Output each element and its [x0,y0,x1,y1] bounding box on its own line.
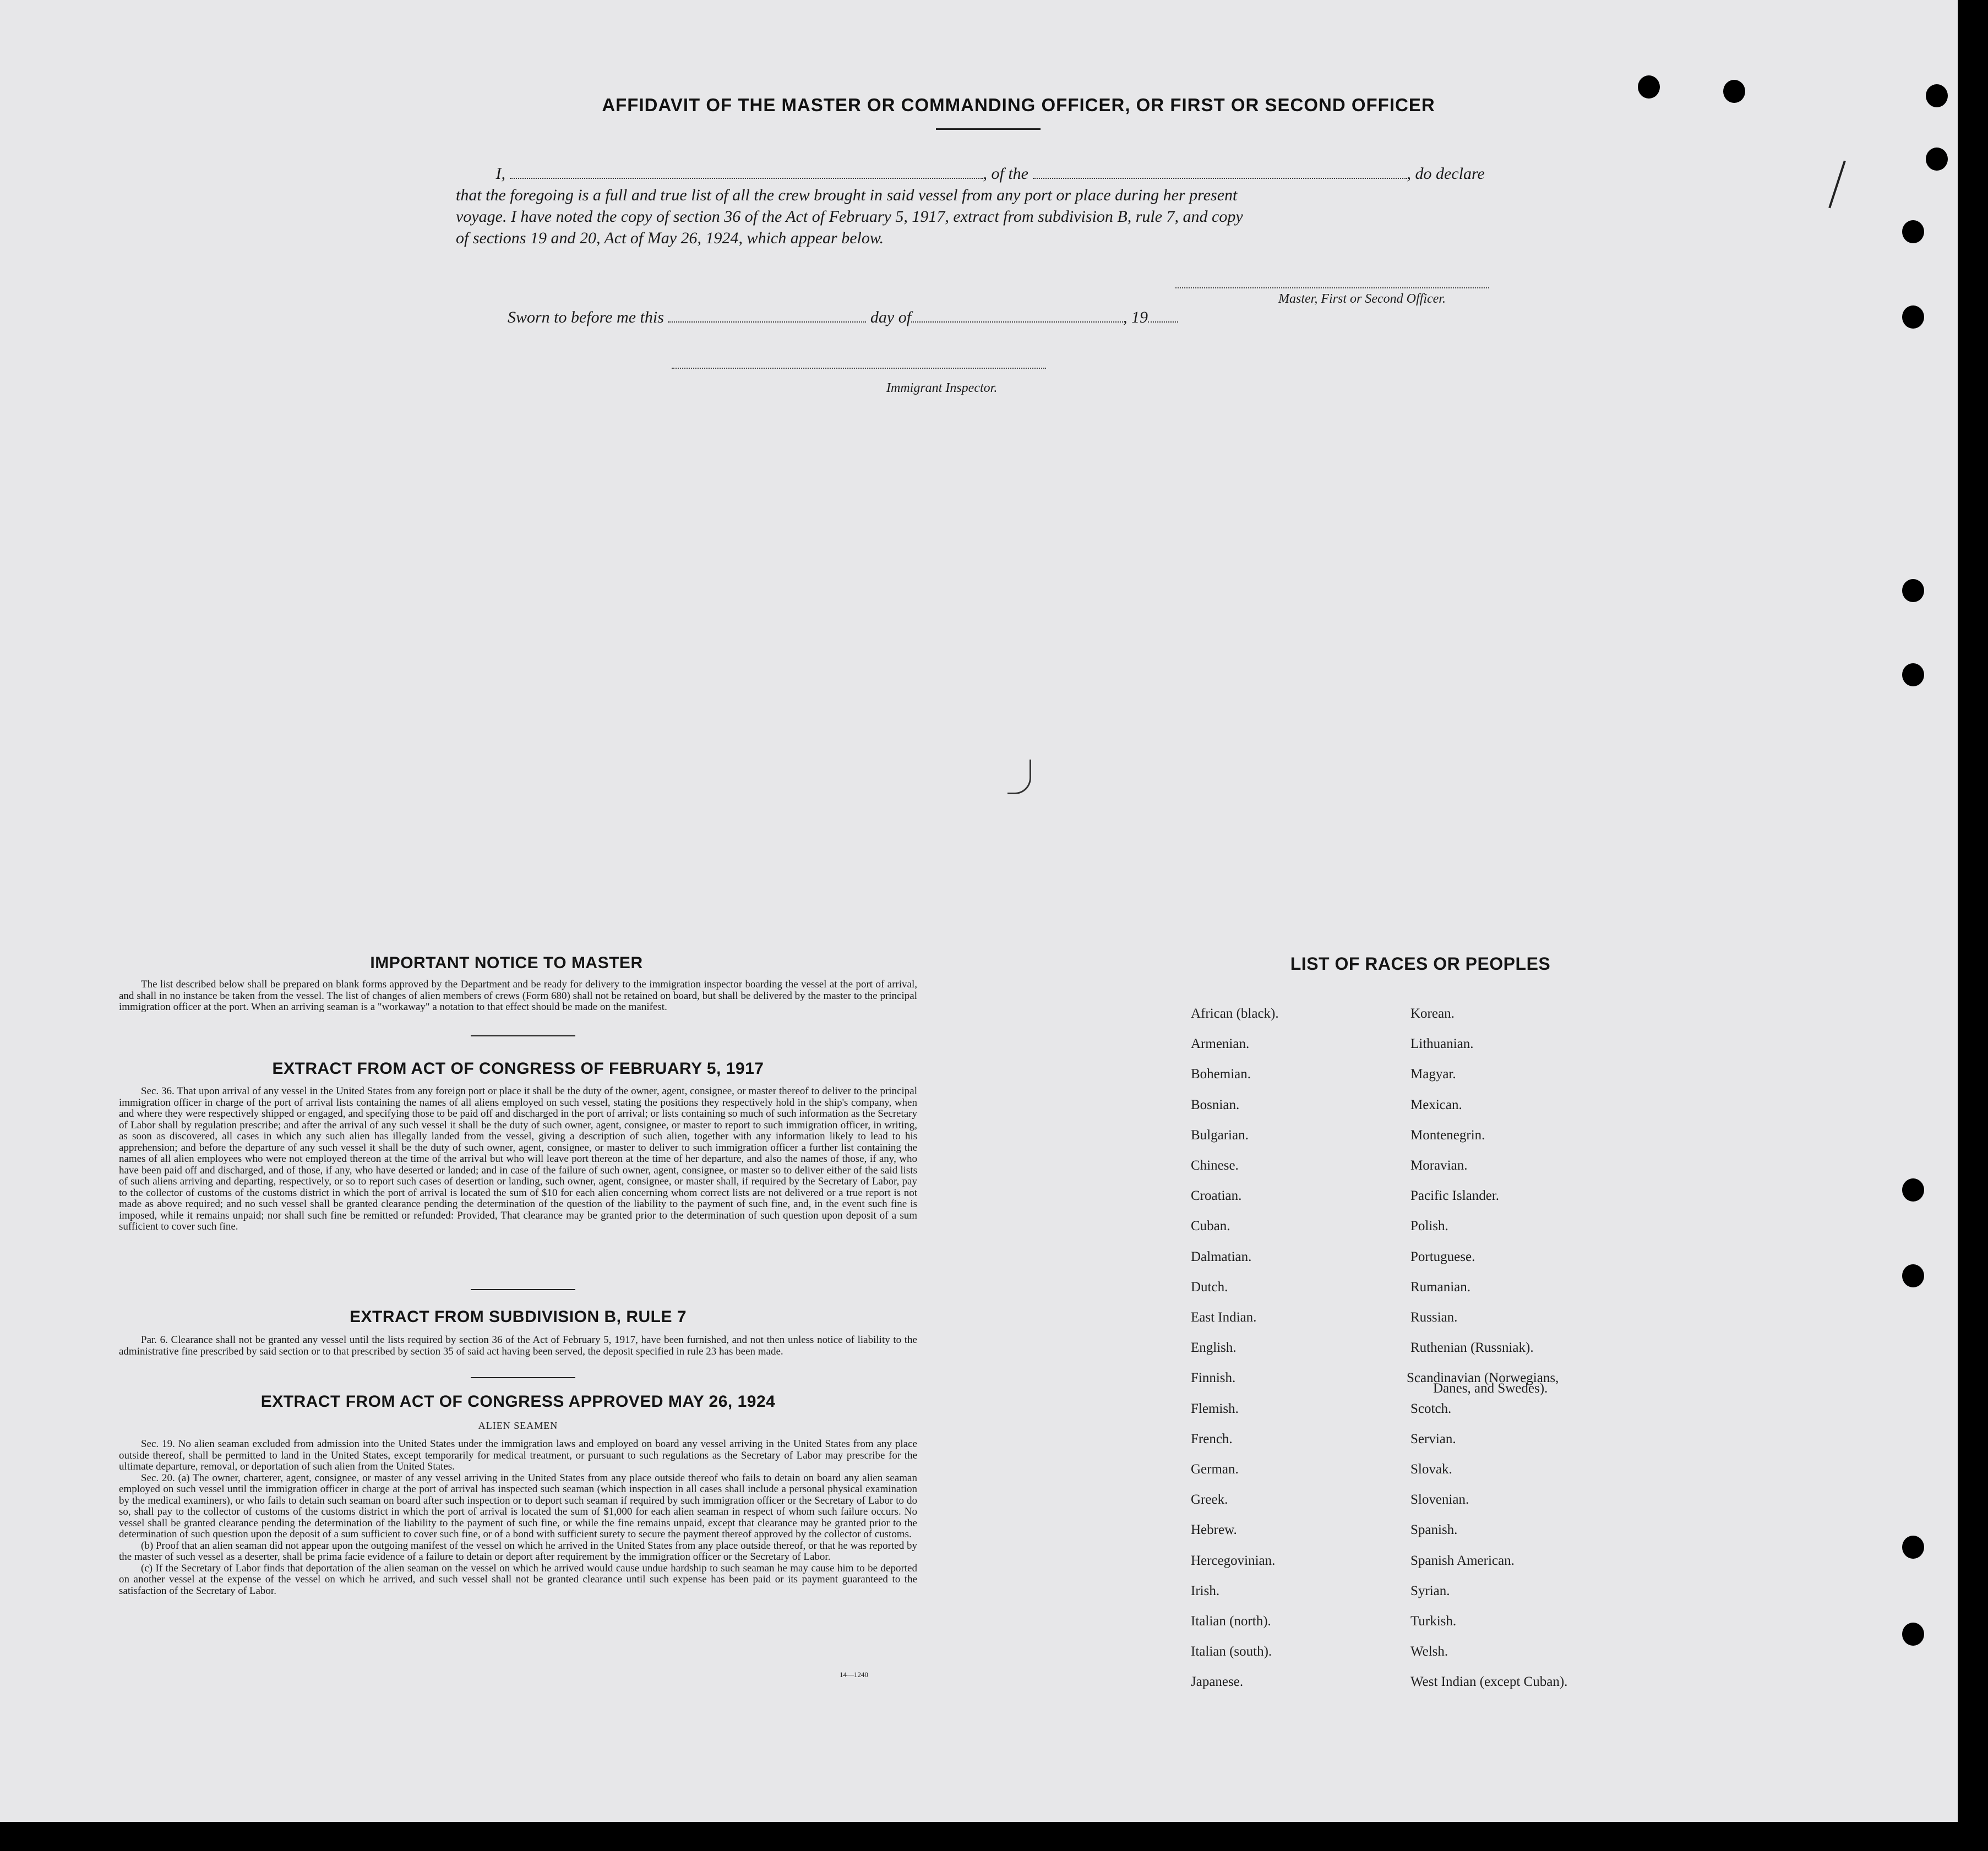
extract-1924-text [119,1439,917,1597]
races-title: LIST OF RACES OR PEOPLES [1290,954,1551,974]
race-item: West Indian (except Cuban). [1410,1674,1568,1689]
notice-rule [471,1035,575,1036]
race-item: Irish. [1191,1584,1220,1598]
race-item: Flemish. [1191,1401,1239,1416]
race-item: Mexican. [1410,1098,1462,1112]
race-item: Greek. [1191,1492,1228,1507]
race-item: Bosnian. [1191,1098,1240,1112]
extract-1924-sec20c: (c) If the Secretary of Labor finds that deportation of the alien seaman on the vessel on which he arrived would cause undue hardship to such seaman he may cause him to be deported on another vessel at the expense of the vessel on which he arrived, and such vessel shall not be granted clearance until such expense has been paid or its payment guaranteed to the satisfaction of the Secretary of Labor. [119,1562,917,1597]
name-blank [510,178,983,179]
race-item: Italian (north). [1191,1614,1271,1629]
race-item: Dalmatian. [1191,1249,1252,1264]
race-item: Slovak. [1410,1462,1452,1477]
race-item: Japanese. [1191,1674,1244,1689]
race-item: Finnish. [1191,1370,1236,1385]
binder-hole [1902,1178,1924,1202]
race-item: Bohemian. [1191,1067,1251,1082]
inspector-caption: Immigrant Inspector. [886,381,998,395]
declaration-text [456,163,1529,249]
race-item: Turkish. [1410,1614,1457,1629]
extract-1924-sec20a: Sec. 20. (a) The owner, charterer, agent, consignee, or master of any vessel arriving in the United States from any place outside thereof who fails to detain on board any alien seaman employed on such vessel until the immigration officer in charge at the port of arrival has inspected such seaman (which inspection in all cases shall include a personal physical examination by the medical examiners), or who fails to detain such seaman on board after such inspection or to deport such seaman if required by such immigration officer or the Secretary of Labor to do so, shall pay to the collector of customs of the customs district in which the port of arrival is located the sum of $1,000 for each alien seaman in respect of whom such failure occurs. No vessel shall be granted clearance pending the determination of the liability to the payment of such fine, or while the fine remains unpaid, except that clearance may be granted prior to the determination of such question upon the deposit of a sum sufficient to cover such fine, or of a bond with sufficient surety to secure the payment thereof approved by the collector of customs. [119,1472,917,1540]
scan-border-bottom [0,1822,1988,1851]
race-item: Magyar. [1410,1067,1456,1082]
race-item: Armenian. [1191,1036,1250,1051]
extract-1924-sec19: Sec. 19. No alien seaman excluded from admission into the United States under the immigration laws and employed on board any vessel arriving in the United States from any place outside thereof, shall be permitted to land in the United States, except temporarily for medical treatment, or pursuant to such regulations as the Secretary of Labor may prescribe for the ultimate departure, removal, or deportation of such alien from the United States. [119,1438,917,1472]
declaration-line-2: that the foregoing is a full and true list of all the crew brought in said vessel from any port or place during her present [456,186,1238,204]
race-item: Italian (south). [1191,1644,1272,1659]
race-item: Servian. [1410,1432,1456,1446]
scan-border-right [1958,0,1988,1851]
race-item: Moravian. [1410,1158,1468,1173]
race-item: Korean. [1410,1006,1455,1021]
declaration-of-the: , of the [983,165,1028,183]
race-item: Syrian. [1410,1584,1450,1598]
race-item: East Indian. [1191,1310,1257,1325]
declaration-line-4: of sections 19 and 20, Act of May 26, 1924, which appear below. [456,229,884,247]
race-item: Portuguese. [1410,1249,1475,1264]
race-item: French. [1191,1432,1233,1446]
race-item: African (black). [1191,1006,1279,1021]
binder-hole [1902,663,1924,686]
extract-1917-rule [471,1289,575,1290]
extract-rule7-text [119,1335,917,1357]
sworn-year-blank [1148,321,1178,323]
race-item: English. [1191,1340,1237,1355]
declaration-do-declare: , do declare [1407,165,1485,183]
binder-hole [1902,1536,1924,1559]
pencil-mark-center [1007,760,1031,794]
binder-hole [1926,148,1948,171]
form-number: 14—1240 [840,1670,868,1679]
race-item: Scandinavian (Norwegians, [1407,1370,1559,1385]
sworn-line [508,308,1178,327]
race-item: Lithuanian. [1410,1036,1474,1051]
race-item: Welsh. [1410,1644,1448,1659]
extract-1924-subtitle: ALIEN SEAMEN [478,1420,558,1431]
declaration-line-1 [456,163,1529,184]
race-item: Croatian. [1191,1188,1242,1203]
race-item: Spanish. [1410,1522,1458,1537]
extract-rule7-title: EXTRACT FROM SUBDIVISION B, RULE 7 [349,1308,687,1326]
extract-1917-text [119,1086,917,1233]
master-signature-line[interactable] [1175,287,1489,288]
affidavit-title-rule [936,128,1041,130]
race-item: Montenegrin. [1410,1128,1485,1143]
affidavit-title: AFFIDAVIT OF THE MASTER OR COMMANDING OFFICER, OR FIRST OR SECOND OFFICER [602,95,1435,115]
race-item: Hercegovinian. [1191,1553,1276,1568]
sworn-year-text: , 19 [1123,308,1148,326]
sworn-before-text: Sworn to before me this [508,308,664,326]
race-item: Ruthenian (Russniak). [1410,1340,1534,1355]
notice-text [119,979,917,1013]
race-item: Rumanian. [1410,1280,1471,1295]
binder-hole [1926,84,1948,107]
binder-hole [1902,220,1924,243]
extract-1924-sec20b: (b) Proof that an alien seaman did not appear upon the outgoing manifest of the vessel on which he arrived in the United States from any place outside thereof, or that he was reported by the master of such vessel as a deserter, shall be prima facie evidence of a failure to detain or deport after requirement by the immigration officer or the Secretary of Labor. [119,1539,917,1563]
binder-hole [1723,80,1745,103]
race-item: Hebrew. [1191,1522,1237,1537]
sworn-day-of-text: day of [870,308,912,326]
race-scandinavian-continued: Danes, and Swedes). [1433,1381,1548,1396]
extract-1917-title: EXTRACT FROM ACT OF CONGRESS OF FEBRUARY 5, 1917 [272,1060,764,1078]
binder-hole [1638,75,1660,99]
race-item: Scotch. [1410,1401,1452,1416]
race-item: Slovenian. [1410,1492,1469,1507]
inspector-signature-line[interactable] [672,368,1046,369]
pencil-mark-top-right [1828,161,1846,209]
extract-1917-paragraph: Sec. 36. That upon arrival of any vessel in the United States from any foreign port or place it shall be the duty of the owner, agent, consignee, or master thereof to deliver to the principal immigration officer in charge of the port of arrival lists containing the names of all aliens employed on such vessel, stating the positions they respectively hold in the ship's company, when and where they were respectively shipped or engaged, and specifying those to be paid off and discharged in the port of arrival; or lists containing so much of such information as the Secretary of Labor shall by regulation prescribe; and after the arrival of any such vessel it shall be the duty of such owner, agent, consignee, or master to report to such immigration officer, in writing, as soon as discovered, all cases in which any such alien has illegally landed from the vessel, giving a description of such alien, together with any information likely to lead to his apprehension; and before the departure of any such vessel it shall be the duty of such owner, agent, consignee, or master to deliver to such immigration officer a further list containing the names of all alien employees who were not employed thereon at the time of the arrival but who will leave port thereon at the time of her departure, and also the names of those, if any, who have been paid off and discharged, and of those, if any, who have deserted or landed; and in case of the failure of such owner, agent, consignee, or master so to deliver either of the said lists of such aliens arriving and departing, respectively, or so to report such cases of desertion or landing, such owner, agent, consignee, or master shall, if required by the Secretary of Labor, pay to the collector of customs of the customs district in which the port of arrival is located the sum of $10 for each alien concerning whom correct lists are not delivered or a true report is not made as above required; and no such vessel shall be granted clearance pending the determination of the question of the liability to the payment of such fine, and, in the event such fine is imposed, while it remains unpaid; nor shall such fine be remitted or refunded: Provided, That clearance may be granted prior to the determination of such question upon deposit of a sum sufficient to cover such fine. [119,1085,917,1232]
binder-hole [1902,1623,1924,1646]
race-item: Russian. [1410,1310,1458,1325]
race-item: German. [1191,1462,1239,1477]
race-item: Pacific Islander. [1410,1188,1500,1203]
extract-rule7-rule [471,1377,575,1378]
master-signature-caption: Master, First or Second Officer. [1278,292,1446,306]
race-item: Spanish American. [1410,1553,1515,1568]
vessel-blank [1033,178,1407,179]
race-item: Polish. [1410,1219,1448,1233]
sworn-day-blank [668,321,866,323]
extract-rule7-paragraph: Par. 6. Clearance shall not be granted any vessel until the lists required by section 36 of the Act of February 5, 1917, have been furnished, and not then unless notice of liability to the administrative fine prescribed by said section or to that prescribed by section 35 of said act having been served, the deposit specified in rule 23 has been made. [119,1334,917,1357]
binder-hole [1902,579,1924,602]
race-item: Cuban. [1191,1219,1230,1233]
race-item: Bulgarian. [1191,1128,1249,1143]
binder-hole [1902,305,1924,329]
notice-title: IMPORTANT NOTICE TO MASTER [370,954,643,972]
notice-paragraph: The list described below shall be prepared on blank forms approved by the Department and be ready for delivery to the immigration inspector boarding the vessel at the port of arrival, and shall in no instance be taken from the vessel. The list of changes of alien members of crews (Form 680) shall not be retained on board, but shall be delivered by the master to the principal immigration officer at the port. When an arriving seaman is a "workaway" a notation to that effect should be made on the manifest. [119,979,917,1013]
sworn-month-blank [911,321,1123,323]
extract-1924-title: EXTRACT FROM ACT OF CONGRESS APPROVED MAY 26, 1924 [260,1393,776,1411]
declaration-i: I, [495,165,505,183]
race-item: Dutch. [1191,1280,1228,1295]
declaration-line-3: voyage. I have noted the copy of section 36 of the Act of February 5, 1917, extract from subdivision B, rule 7, and copy [456,208,1243,226]
binder-hole [1902,1264,1924,1287]
race-item: Chinese. [1191,1158,1239,1173]
